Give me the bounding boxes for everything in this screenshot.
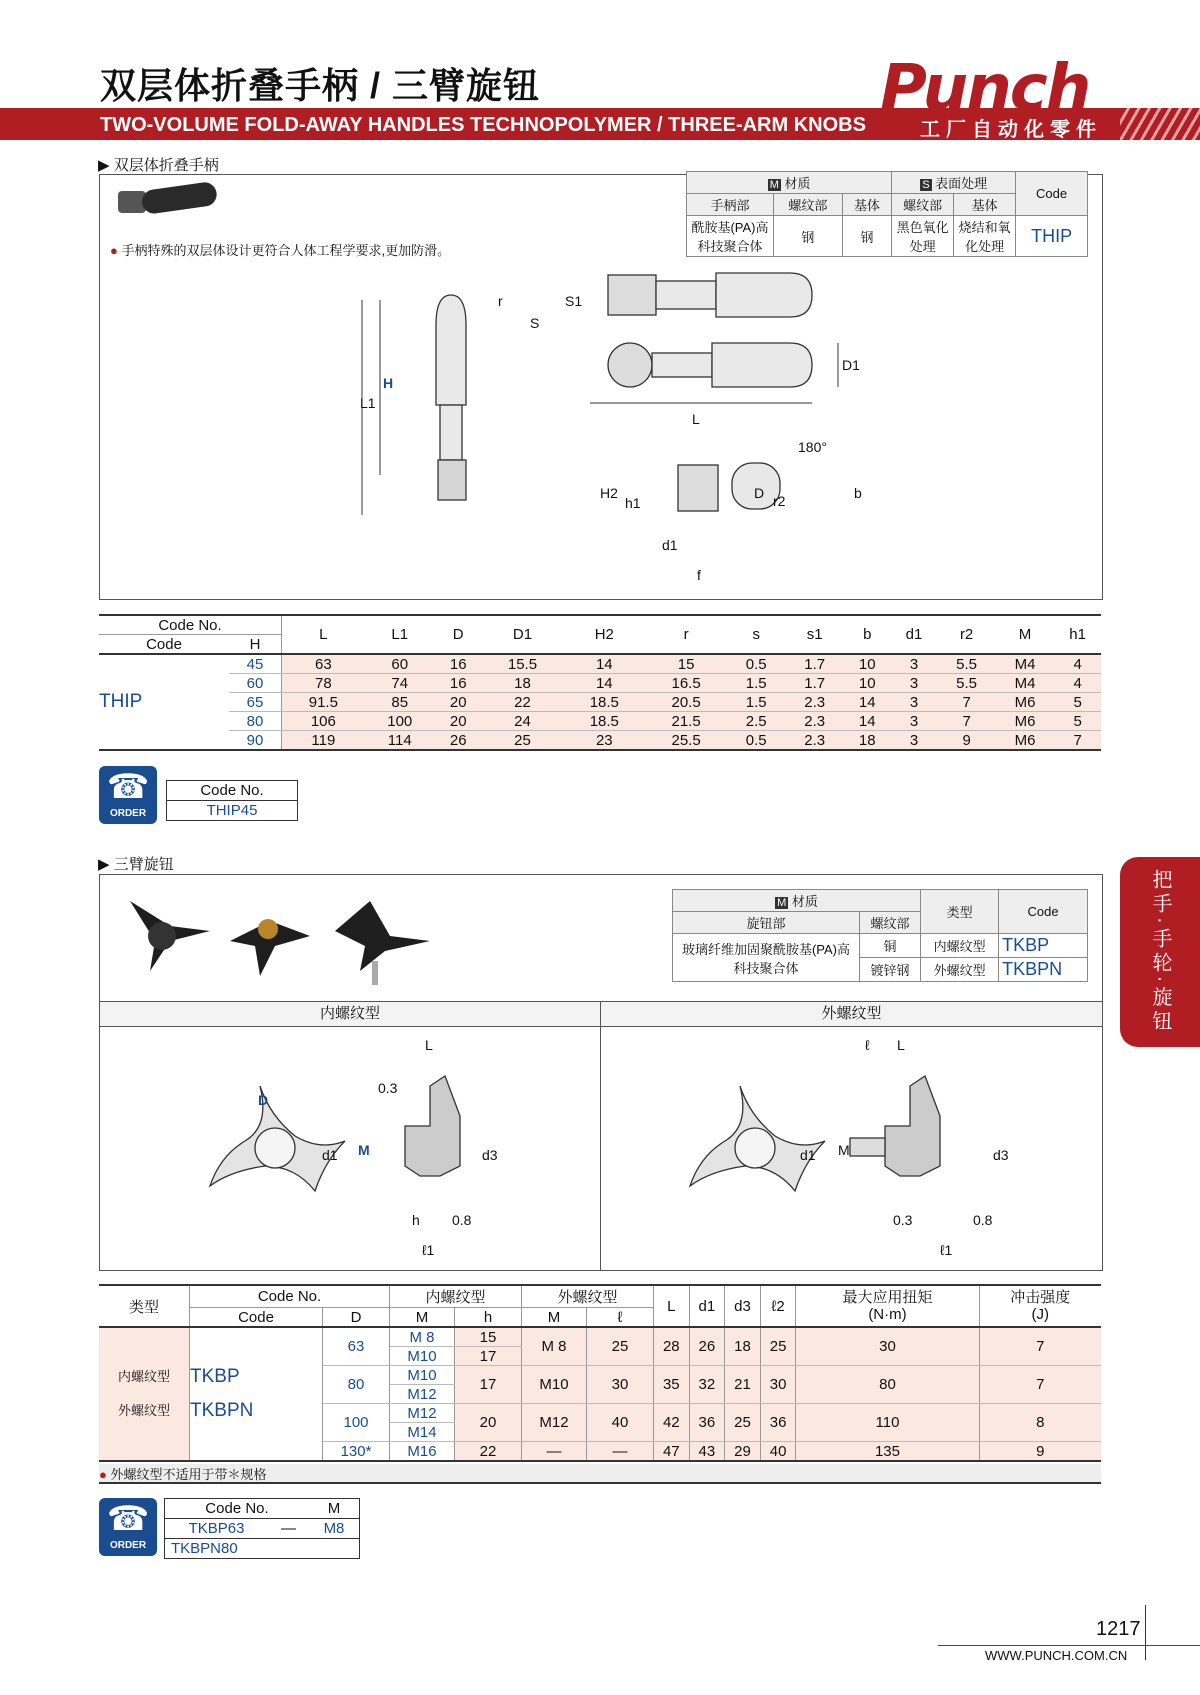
dim-d1: d1 (322, 1147, 338, 1163)
cell: 63 (282, 654, 365, 674)
val-thread1: 铜 (860, 934, 921, 958)
code-head: Code (1016, 172, 1088, 216)
cell: 45 (229, 654, 282, 674)
cell: 4 (1054, 674, 1101, 693)
cell-l: 25 (587, 1327, 654, 1366)
col-base: 基体 (842, 194, 891, 216)
order-code: TKBP63 (165, 1519, 269, 1539)
cell: 1.7 (785, 674, 843, 693)
th-H2: H2 (563, 615, 645, 654)
cell: 5 (1054, 712, 1101, 731)
order-icon-2[interactable] (99, 1498, 157, 1556)
dim-03-outer: 0.3 (893, 1212, 913, 1228)
th-L: L (282, 615, 365, 654)
cell: 14 (844, 693, 891, 712)
cell: 14 (563, 674, 645, 693)
cell-l2: 36 (760, 1404, 796, 1442)
cell: 60 (365, 654, 435, 674)
brand-slogan: 工厂自动化零件 (920, 119, 1102, 141)
cell: 5.5 (937, 674, 995, 693)
th-torque: 最大应用扭矩 (842, 1289, 933, 1306)
cell: M4 (996, 674, 1054, 693)
mat-head: 材质 (791, 894, 818, 909)
dim-d1-outer: d1 (800, 1147, 816, 1163)
dim-s1: S1 (565, 293, 583, 309)
info-icon: ● (99, 1467, 107, 1482)
type-outer: 外螺纹型 (117, 1403, 170, 1418)
cell: 0.5 (727, 654, 785, 674)
th-D: D (435, 615, 482, 654)
th-L: L (654, 1285, 690, 1327)
th-D: D (323, 1308, 390, 1328)
feature-note-text: 手柄特殊的双层体设计更符合人体工程学要求,更加防滑。 (121, 243, 451, 258)
cell-l: — (587, 1442, 654, 1462)
col-handle: 手柄部 (687, 194, 774, 216)
dim-L-outer: L (897, 1037, 905, 1053)
cell-torque: 30 (796, 1327, 979, 1366)
cell: 18 (844, 731, 891, 751)
stripe-decoration (1120, 108, 1200, 140)
dim-08-outer: 0.8 (973, 1212, 993, 1228)
dim-l1: ℓ1 (422, 1242, 435, 1258)
th-torque-unit: (N·m) (868, 1306, 907, 1323)
col-knob: 旋钮部 (673, 912, 860, 934)
type-inner: 内螺纹型 (117, 1369, 170, 1384)
outer-thread-header: 外螺纹型 (601, 1002, 1102, 1027)
cell: M6 (996, 731, 1054, 751)
cell: 100 (365, 712, 435, 731)
cell-d1: 26 (689, 1327, 725, 1366)
cell-D: 100 (323, 1404, 390, 1442)
val-knob: 玻璃纤维加固聚酰胺基(PA)高科技聚合体 (673, 934, 860, 982)
dim-M: M (358, 1142, 370, 1158)
cell-M: M12 (390, 1404, 455, 1423)
section-knob-label: ▶ 三臂旋钮 (98, 856, 174, 873)
cell: 7 (937, 693, 995, 712)
cell: 9 (937, 731, 995, 751)
surface-head: 表面处理 (935, 176, 988, 191)
cell: 24 (482, 712, 564, 731)
cell: 16 (435, 654, 482, 674)
knob-drawing (100, 1026, 1100, 1270)
cell-L: 35 (654, 1366, 690, 1404)
cell: 65 (229, 693, 282, 712)
cell: 16 (435, 674, 482, 693)
cell-h: 20 (455, 1404, 522, 1442)
page-subtitle: TWO-VOLUME FOLD-AWAY HANDLES TECHNOPOLYMER / THREE-ARM KNOBS (100, 114, 866, 136)
cell: 3 (891, 712, 938, 731)
m-icon: M (769, 179, 779, 191)
dim-D: D (754, 485, 765, 501)
cell: 21.5 (645, 712, 727, 731)
order-icon-label: ORDER (109, 1540, 147, 1551)
cell: 15.5 (482, 654, 564, 674)
code-tkbpn: TKBPN (190, 1400, 254, 1421)
dim-b: b (854, 485, 862, 501)
code-thip: THIP (99, 654, 229, 750)
cell-L: 28 (654, 1327, 690, 1366)
cell-L: 47 (654, 1442, 690, 1462)
cell: 18 (482, 674, 564, 693)
cell-l2: 25 (760, 1327, 796, 1366)
col-thread: 螺纹部 (774, 194, 843, 216)
tkbp-dimension-table (99, 1284, 1101, 1462)
cell: 114 (365, 731, 435, 751)
cell-d1: 32 (689, 1366, 725, 1404)
dim-L: L (425, 1037, 433, 1053)
info-icon: ● (110, 243, 118, 258)
dim-l-outer: ℓ (865, 1037, 870, 1053)
cell: 20 (435, 693, 482, 712)
cell-D: 63 (323, 1327, 390, 1366)
cell-L: 42 (654, 1404, 690, 1442)
cell: 4 (1054, 654, 1101, 674)
th-h: h (455, 1308, 522, 1328)
s-icon: S (922, 179, 930, 191)
cell: 25.5 (645, 731, 727, 751)
cell-D: 130* (323, 1442, 390, 1462)
cell: 25 (482, 731, 564, 751)
val-type2: 外螺纹型 (920, 958, 998, 982)
th-b: b (844, 615, 891, 654)
th-impact-unit: (J) (1031, 1306, 1050, 1323)
th-d1: d1 (689, 1285, 725, 1327)
th-D1: D1 (482, 615, 564, 654)
cell-M2: M 8 (522, 1327, 587, 1366)
cell-h: 22 (455, 1442, 522, 1462)
cell: 10 (844, 654, 891, 674)
cell: 80 (229, 712, 282, 731)
col-thread: 螺纹部 (860, 912, 921, 934)
cell-d3: 25 (725, 1404, 761, 1442)
cell: 119 (282, 731, 365, 751)
dim-H: H (383, 375, 394, 391)
table-row (99, 693, 1101, 712)
cell: 2.3 (785, 731, 843, 751)
col-base2: 基体 (954, 194, 1016, 216)
val-base: 钢 (842, 216, 891, 257)
cell-l: 30 (587, 1366, 654, 1404)
cell: 3 (891, 731, 938, 751)
cell-d3: 18 (725, 1327, 761, 1366)
th-code: Code (99, 635, 229, 655)
dim-D: D (258, 1092, 269, 1108)
dim-L1: L1 (360, 395, 376, 411)
th-H: H (229, 635, 282, 655)
th-r: r (645, 615, 727, 654)
cell: 15 (645, 654, 727, 674)
cell-M2: — (522, 1442, 587, 1462)
dim-l1-outer: ℓ1 (940, 1242, 953, 1258)
th-impact: 冲击强度 (1010, 1289, 1071, 1306)
cell: 1.5 (727, 693, 785, 712)
cell: 14 (563, 654, 645, 674)
table-row (99, 731, 1101, 751)
cell-torque: 80 (796, 1366, 979, 1404)
table-note (99, 1464, 1101, 1484)
cell: 3 (891, 693, 938, 712)
cell: 106 (282, 712, 365, 731)
dim-M-outer: M (838, 1142, 850, 1158)
m-icon: M (777, 897, 787, 909)
cell: 23 (563, 731, 645, 751)
cell: 22 (482, 693, 564, 712)
dim-f: f (697, 567, 701, 583)
cell: 90 (229, 731, 282, 751)
inner-thread-header: 内螺纹型 (100, 1002, 601, 1027)
cell: 14 (844, 712, 891, 731)
code-tkbp: TKBP (190, 1366, 240, 1387)
cell-l: 40 (587, 1404, 654, 1442)
mat-head: 材质 (784, 176, 811, 191)
val-thread2: 黑色氧化处理 (892, 216, 954, 257)
dim-d1: d1 (662, 537, 678, 553)
cell: 10 (844, 674, 891, 693)
val-code1: TKBP (999, 934, 1088, 958)
cell-impact: 7 (979, 1327, 1101, 1366)
table-row (99, 654, 1101, 674)
th-M: M (390, 1308, 455, 1328)
th-l: ℓ (587, 1308, 654, 1328)
cell: M6 (996, 693, 1054, 712)
cell-h: 17 (455, 1347, 522, 1366)
section-fold-handle-label: ▶ 双层体折叠手柄 (98, 157, 219, 174)
cell-h: 15 (455, 1327, 522, 1347)
cell: 2.3 (785, 712, 843, 731)
val-thread2: 镀锌钢 (860, 958, 921, 982)
code-head: Code (999, 890, 1088, 934)
th-type: 类型 (99, 1285, 190, 1327)
page-title: 双层体折叠手柄 / 三臂旋钮 (100, 65, 541, 106)
cell-M2: M12 (522, 1404, 587, 1442)
table-row (99, 712, 1101, 731)
th-r2: r2 (937, 615, 995, 654)
order-thread: M8 (309, 1519, 360, 1539)
dim-180: 180° (798, 439, 827, 455)
cell: 20.5 (645, 693, 727, 712)
th-h1: h1 (1054, 615, 1101, 654)
th-outer: 外螺纹型 (522, 1285, 654, 1308)
cell: 1.7 (785, 654, 843, 674)
val-code: THIP (1016, 216, 1088, 257)
val-thread: 钢 (774, 216, 843, 257)
cell-torque: 110 (796, 1404, 979, 1442)
th-l2: ℓ2 (760, 1285, 796, 1327)
cell-M: M10 (390, 1366, 455, 1385)
fold-handle-drawing (100, 175, 1100, 599)
order-icon-label: ORDER (109, 808, 147, 819)
cell: 18.5 (563, 712, 645, 731)
section-label-text: 三臂旋钮 (113, 856, 174, 873)
cell: 74 (365, 674, 435, 693)
cell: 7 (1054, 731, 1101, 751)
order-example-2 (164, 1498, 360, 1559)
table-note-text: 外螺纹型不适用于带＊规格 (110, 1467, 267, 1482)
cell: 3 (891, 674, 938, 693)
val-base2: 烧结和氧化处理 (954, 216, 1016, 257)
phone-icon: ☎ (106, 768, 150, 806)
cell-l2: 40 (760, 1442, 796, 1462)
dim-08: 0.8 (452, 1212, 472, 1228)
cell-M2: M10 (522, 1366, 587, 1404)
cell: 78 (282, 674, 365, 693)
order-head: Code No. (165, 1499, 309, 1519)
th-d1: d1 (891, 615, 938, 654)
fold-handle-panel (99, 174, 1103, 600)
cell: 26 (435, 731, 482, 751)
cell-M: M16 (390, 1442, 455, 1462)
cell-d3: 29 (725, 1442, 761, 1462)
website-url[interactable]: WWW.PUNCH.COM.CN (985, 1648, 1128, 1663)
cell-impact: 9 (979, 1442, 1101, 1462)
th-d3: d3 (725, 1285, 761, 1327)
phone-icon: ☎ (106, 1500, 150, 1538)
th-codeno: Code No. (190, 1285, 390, 1308)
table-row (99, 674, 1101, 693)
cell-M: M10 (390, 1347, 455, 1366)
cell-h: 17 (455, 1366, 522, 1404)
cell: 2.5 (727, 712, 785, 731)
table-row (99, 1327, 1101, 1347)
thip-dimension-table (99, 614, 1101, 751)
cell-M: M12 (390, 1385, 455, 1404)
cell-torque: 135 (796, 1442, 979, 1462)
cell: M6 (996, 712, 1054, 731)
col-thread2: 螺纹部 (892, 194, 954, 216)
knob-drawing-panel (99, 1001, 1103, 1271)
val-handle: 酰胺基(PA)高科技聚合体 (687, 216, 774, 257)
cell-M: M 8 (390, 1327, 455, 1347)
cell-l2: 30 (760, 1366, 796, 1404)
th-M: M (996, 615, 1054, 654)
knob-panel (99, 874, 1103, 1002)
th-s1: s1 (785, 615, 843, 654)
cell: 2.3 (785, 693, 843, 712)
th-codeno: Code No. (99, 615, 282, 635)
knob-photos (110, 881, 450, 991)
knob-material-table (672, 889, 1088, 982)
th-s: s (727, 615, 785, 654)
brand-logo: Punch (880, 52, 1090, 126)
dim-r2: r2 (773, 493, 786, 509)
page-number: 1217 (1096, 1618, 1141, 1640)
cell: 3 (891, 654, 938, 674)
cell: 85 (365, 693, 435, 712)
dim-H2: H2 (600, 485, 618, 501)
order-dash: — (268, 1519, 309, 1539)
dim-s: S (530, 315, 540, 331)
th-M2: M (522, 1308, 587, 1328)
cell-impact: 8 (979, 1404, 1101, 1442)
order-head: Code No. (167, 781, 298, 801)
cell: M4 (996, 654, 1054, 674)
cell-M: M14 (390, 1423, 455, 1442)
dim-r: r (498, 293, 503, 309)
cell-d1: 36 (689, 1404, 725, 1442)
cell: 20 (435, 712, 482, 731)
cell: 5 (1054, 693, 1101, 712)
dim-03: 0.3 (378, 1080, 398, 1096)
cell-d1: 43 (689, 1442, 725, 1462)
cell: 1.5 (727, 674, 785, 693)
cell: 0.5 (727, 731, 785, 751)
dim-h: h (412, 1212, 420, 1228)
dim-d3: d3 (482, 1147, 498, 1163)
dim-D1: D1 (842, 357, 860, 373)
side-category-tab[interactable]: 把手·手轮·旋钮 (1120, 857, 1200, 1047)
order-head-M: M (309, 1499, 360, 1519)
val-code2: TKBPN (999, 958, 1088, 982)
th-inner: 内螺纹型 (390, 1285, 522, 1308)
cell: 5.5 (937, 654, 995, 674)
cell: 16.5 (645, 674, 727, 693)
val-type1: 内螺纹型 (920, 934, 998, 958)
th-L1: L1 (365, 615, 435, 654)
order-icon[interactable] (99, 766, 157, 824)
order-code-2: TKBPN80 (165, 1539, 360, 1559)
cell: 18.5 (563, 693, 645, 712)
dim-L: L (692, 411, 700, 427)
cell: 91.5 (282, 693, 365, 712)
order-code: THIP45 (167, 801, 298, 821)
cell: 7 (937, 712, 995, 731)
type-head: 类型 (920, 890, 998, 934)
dim-h1: h1 (625, 495, 641, 511)
cell-d3: 21 (725, 1366, 761, 1404)
th-code: Code (190, 1308, 323, 1328)
footer-rule-h (938, 1645, 1200, 1646)
footer-rule-v (1145, 1605, 1146, 1660)
dim-d3-outer: d3 (993, 1147, 1009, 1163)
cell: 60 (229, 674, 282, 693)
section-label-text: 双层体折叠手柄 (113, 157, 219, 174)
cell-impact: 7 (979, 1366, 1101, 1404)
order-example-1 (166, 780, 298, 821)
cell-D: 80 (323, 1366, 390, 1404)
